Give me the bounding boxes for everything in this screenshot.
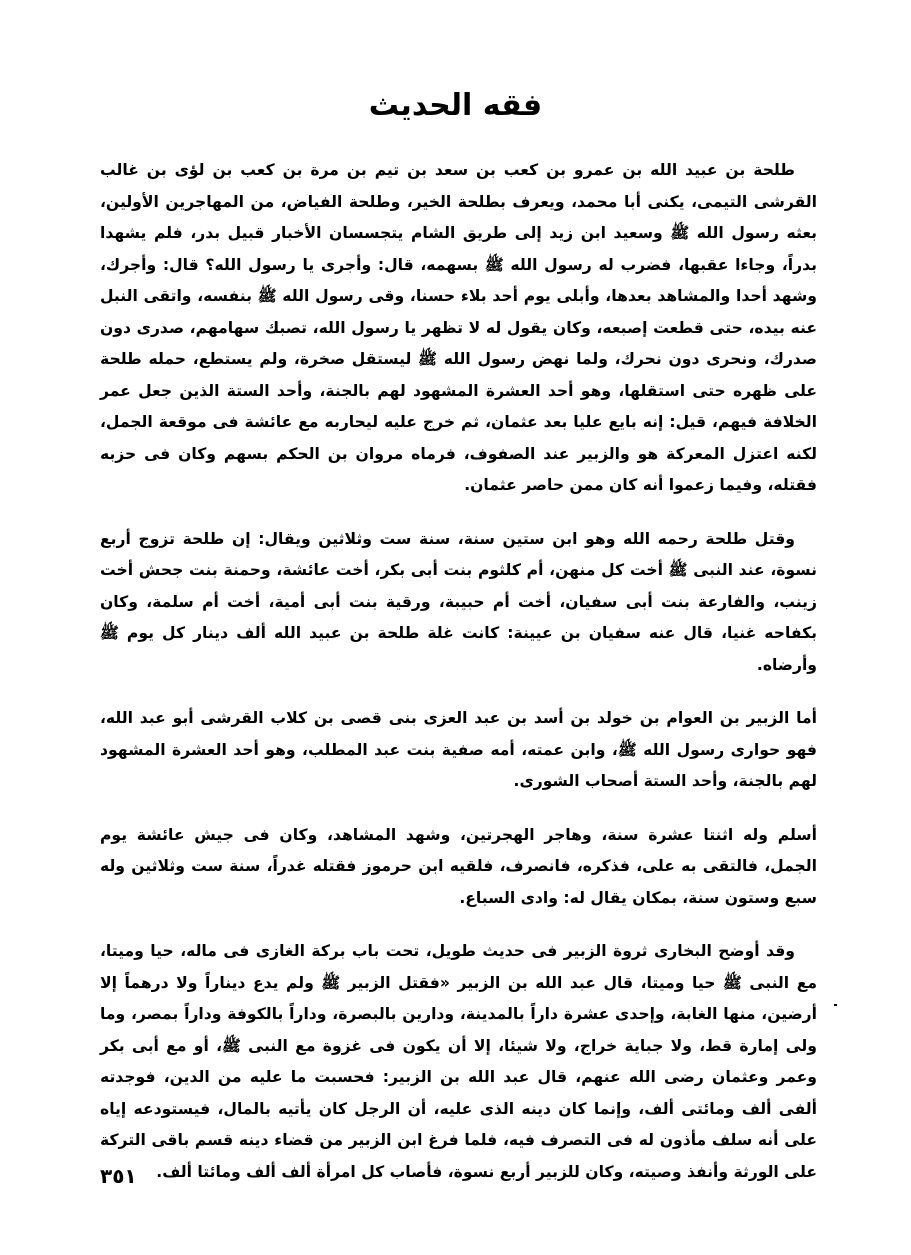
body-text xyxy=(100,155,817,1210)
paragraph-talha-biography: طلحة بن عبيد الله بن عمرو بن كعب بن سعد بن تيم بن مرة بن كعب بن لؤى بن غالب القرشى التيمى، يكنى أبا محمد، ويعرف بطلحة الخير، وطلحة الفياض، من المهاجرين الأولين، بعثه رسول الله ﷺ وسعيد ابن زيد إلى طريق الشام يتجسسان الأخبار قبيل بدر، فلم يشهدا بدراً، وجاءا عقبها، فضرب له رسول الله ﷺ بسهمه، قال: وأجرى يا رسول الله؟ قال: وأجرك، وشهد أحدا والمشاهد بعدها، وأبلى يوم أحد بلاء حسنا، وقى رسول الله ﷺ بنفسه، واتقى النبل عنه بيده، حتى قطعت إصبعه، وكان يقول له لا تظهر يا رسول الله، تصبك سهامهم، صدرى دون صدرك، ونحرى دون نحرك، ولما نهض رسول الله ﷺ ليستقل صخرة، ولم يستطع، حمله طلحة على ظهره حتى استقلها، وهو أحد العشرة المشهود لهم بالجنة، وأحد الستة الذين جعل عمر الخلافة فيهم، قيل: إنه بايع عليا بعد عثمان، ثم خرج عليه ليحاربه مع عائشة فى موقعة الجمل، لكنه اعتزل المعركة هو والزبير عند الصفوف، فرماه مروان بن الحكم بسهم وكان فى حزبه فقتله، وفيما زعموا أنه كان ممن حاصر عثمان. xyxy=(100,161,817,494)
section-title: فقه الحديث xyxy=(368,88,543,123)
paragraph-talha-death: وقتل طلحة رحمه الله وهو ابن ستين سنة، سنة ست وثلاثين ويقال: إن طلحة تزوج أربع نسوة، عند النبى ﷺ أخت كل منهن، أم كلثوم بنت أبى بكر، أخت عائشة، وحمنة بنت جحش أخت زينب، والفارعة بنت أبى سفيان، أخت أم حبيبة، ورقية بنت أبى أمية، أخت أم سلمة، وكان بكفاحه غنيا، قال عنه سفيان بن عيينة: كانت غلة طلحة بن عبيد الله ألف دينار كل يوم ﷺ وأرضاه. xyxy=(100,529,817,674)
paragraph-zubair-wealth: وقد أوضح البخارى ثروة الزبير فى حديث طويل، تحت باب بركة الغازى فى ماله، حيا وميتا، مع النبى ﷺ حيا وميتا، قال عبد الله بن الزبير «فقتل الزبير ﷺ ولم يدع ديناراً ولا درهماً إلا أرضين، منها الغابة، وإحدى عشرة داراً بالمدينة، ودارين بالبصرة، وداراً بالكوفة وداراً بمصر، وما ولى إمارة قط، ولا جباية خراج، ولا شيئا، إلا أن يكون فى غزوة مع النبى ﷺ، أو مع أبى بكر وعمر وعثمان رضى الله عنهم، قال عبد الله بن الزبير: فحسبت ما عليه من الدين، فوجدته ألفى ألف ومائتى ألف، وإنما كان دينه الذى عليه، أن الرجل كان يأتيه بالمال، فيستودعه إياه على أنه سلف مأذون له فى التصرف فيه، فلما فرغ ابن الزبير من قضاء دينه قسم باقى التركة على الورثة وأنفذ وصيته، وكان للزبير أربع نسوة، فأصاب كل امرأة ألف ألف ومائتا ألف. xyxy=(100,942,817,1181)
paragraph-zubair-death: أسلم وله اثنتا عشرة سنة، وهاجر الهجرتين، وشهد المشاهد، وكان فى جيش عائشة يوم الجمل، فالتقى به على، فذكره، فانصرف، فلقيه ابن حرموز فقتله غدراً، سنة ست وثلاثين وله سبع وستون سنة، بمكان يقال له: وادى السباع. xyxy=(100,825,817,907)
page-number: ٣٥١ xyxy=(100,1164,137,1188)
scan-artifact-mark xyxy=(834,1004,837,1006)
paragraph-zubair-lineage: أما الزبير بن العوام بن خولد بن أسد بن عبد العزى بنى قصى بن كلاب القرشى أبو عبد الله، فهو حوارى رسول الله ﷺ، وابن عمته، أمه صفية بنت عبد المطلب، وهو أحد العشرة المشهود لهم بالجنة، وأحد الستة أصحاب الشورى. xyxy=(100,709,817,790)
